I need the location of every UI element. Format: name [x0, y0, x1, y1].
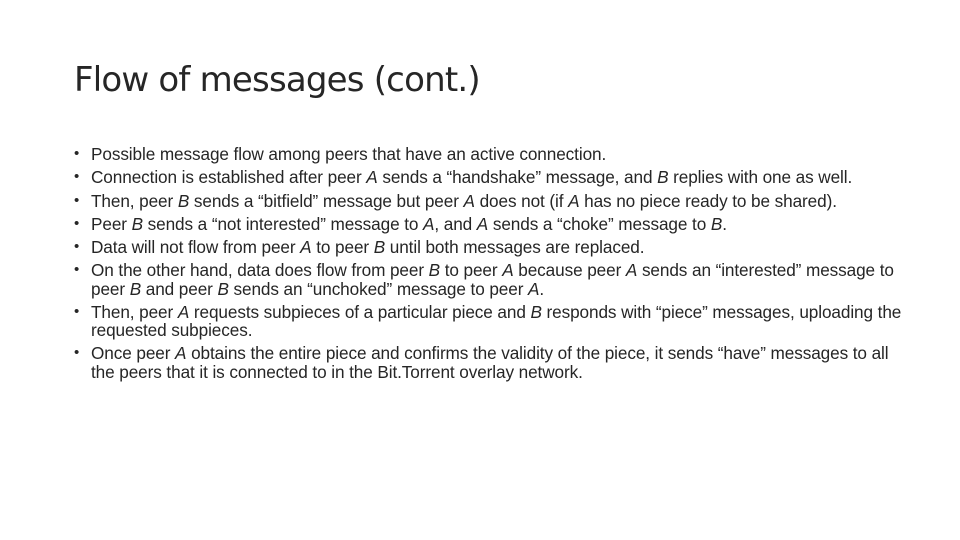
text-run: .	[539, 278, 545, 299]
bullet-item	[74, 215, 904, 233]
text-run: has no piece ready to be shared).	[579, 190, 837, 211]
text-run: Then, peer	[91, 190, 178, 211]
peer-label: B	[710, 213, 723, 234]
bullet-dot: •	[74, 238, 80, 256]
text-run: obtains the entire piece and confirms the validity of the piece, it sends “have” messages to all the peers that it is connected to in the Bit.Torrent overlay network.	[91, 343, 889, 382]
peer-label: A	[423, 213, 435, 234]
bullet-item	[74, 238, 904, 256]
peer-label: B	[530, 301, 542, 322]
peer-label: A	[476, 213, 489, 234]
bullet-dot: •	[74, 168, 80, 186]
bullet-text	[91, 302, 901, 340]
bullet-dot: •	[74, 145, 80, 162]
bullet-dot: •	[74, 214, 80, 232]
bullet-text	[91, 343, 888, 381]
text-run: and peer	[141, 278, 218, 299]
text-run: because peer	[513, 260, 626, 281]
bullet-dot: •	[74, 302, 80, 320]
bullet-item	[74, 145, 904, 163]
peer-label: A	[568, 190, 580, 211]
peer-label: A	[175, 343, 187, 364]
bullet-text	[91, 237, 644, 257]
bullet-item	[74, 168, 904, 186]
text-run: sends a “handshake” message, and	[377, 167, 658, 188]
peer-label: B	[129, 278, 142, 299]
peer-label: A	[625, 260, 638, 281]
text-run: requests subpieces of a particular piece and	[189, 301, 531, 322]
bullet-dot: •	[74, 261, 80, 279]
bullet-text	[91, 144, 606, 164]
text-run: Connection is established after peer	[91, 167, 367, 188]
peer-label: A	[463, 190, 475, 211]
peer-label: B	[373, 237, 386, 258]
bullet-dot: •	[74, 344, 80, 362]
peer-label: B	[131, 213, 143, 234]
slide-title: Flow of messages (cont.)	[74, 60, 480, 100]
peer-label: A	[177, 301, 190, 322]
text-run: Possible message flow among peers that have an active connection.	[91, 144, 607, 164]
peer-label: A	[528, 278, 540, 299]
text-run: sends a “not interested” message to	[142, 213, 424, 234]
text-run: until both messages are replaced.	[385, 237, 645, 258]
text-run: Then, peer	[91, 301, 178, 322]
text-run: sends an “unchoked” message to peer	[228, 278, 529, 299]
text-run: sends a “choke” message to	[488, 213, 711, 234]
bullet-item	[74, 303, 904, 339]
bullet-list	[74, 145, 904, 386]
peer-label: B	[177, 190, 190, 211]
text-run: to peer	[311, 237, 374, 258]
text-run: does not (if	[474, 190, 569, 211]
bullet-dot: •	[74, 191, 80, 209]
text-run: sends a “bitfield” message but peer	[189, 190, 464, 211]
text-run: replies with one as well.	[668, 167, 853, 188]
bullet-text	[91, 191, 837, 211]
bullet-text	[91, 167, 852, 187]
text-run: , and	[434, 213, 477, 234]
peer-label: B	[428, 260, 441, 281]
bullet-item	[74, 261, 904, 297]
bullet-text	[91, 214, 727, 234]
peer-label: B	[217, 278, 229, 299]
text-run: Peer	[91, 213, 132, 234]
bullet-item	[74, 344, 904, 380]
text-run: .	[722, 213, 727, 234]
peer-label: A	[502, 260, 514, 281]
text-run: Data will not flow from peer	[91, 237, 301, 258]
text-run: On the other hand, data does flow from peer	[91, 260, 429, 281]
peer-label: B	[657, 167, 669, 188]
peer-label: A	[366, 167, 378, 188]
bullet-item	[74, 192, 904, 210]
text-run: to peer	[440, 260, 503, 281]
bullet-text	[91, 260, 894, 298]
text-run: sends an “interested” message to peer	[91, 260, 894, 299]
text-run: Once peer	[91, 343, 176, 364]
text-run: responds with “piece” messages, uploading the requested subpieces.	[91, 301, 902, 341]
peer-label: A	[300, 237, 312, 258]
